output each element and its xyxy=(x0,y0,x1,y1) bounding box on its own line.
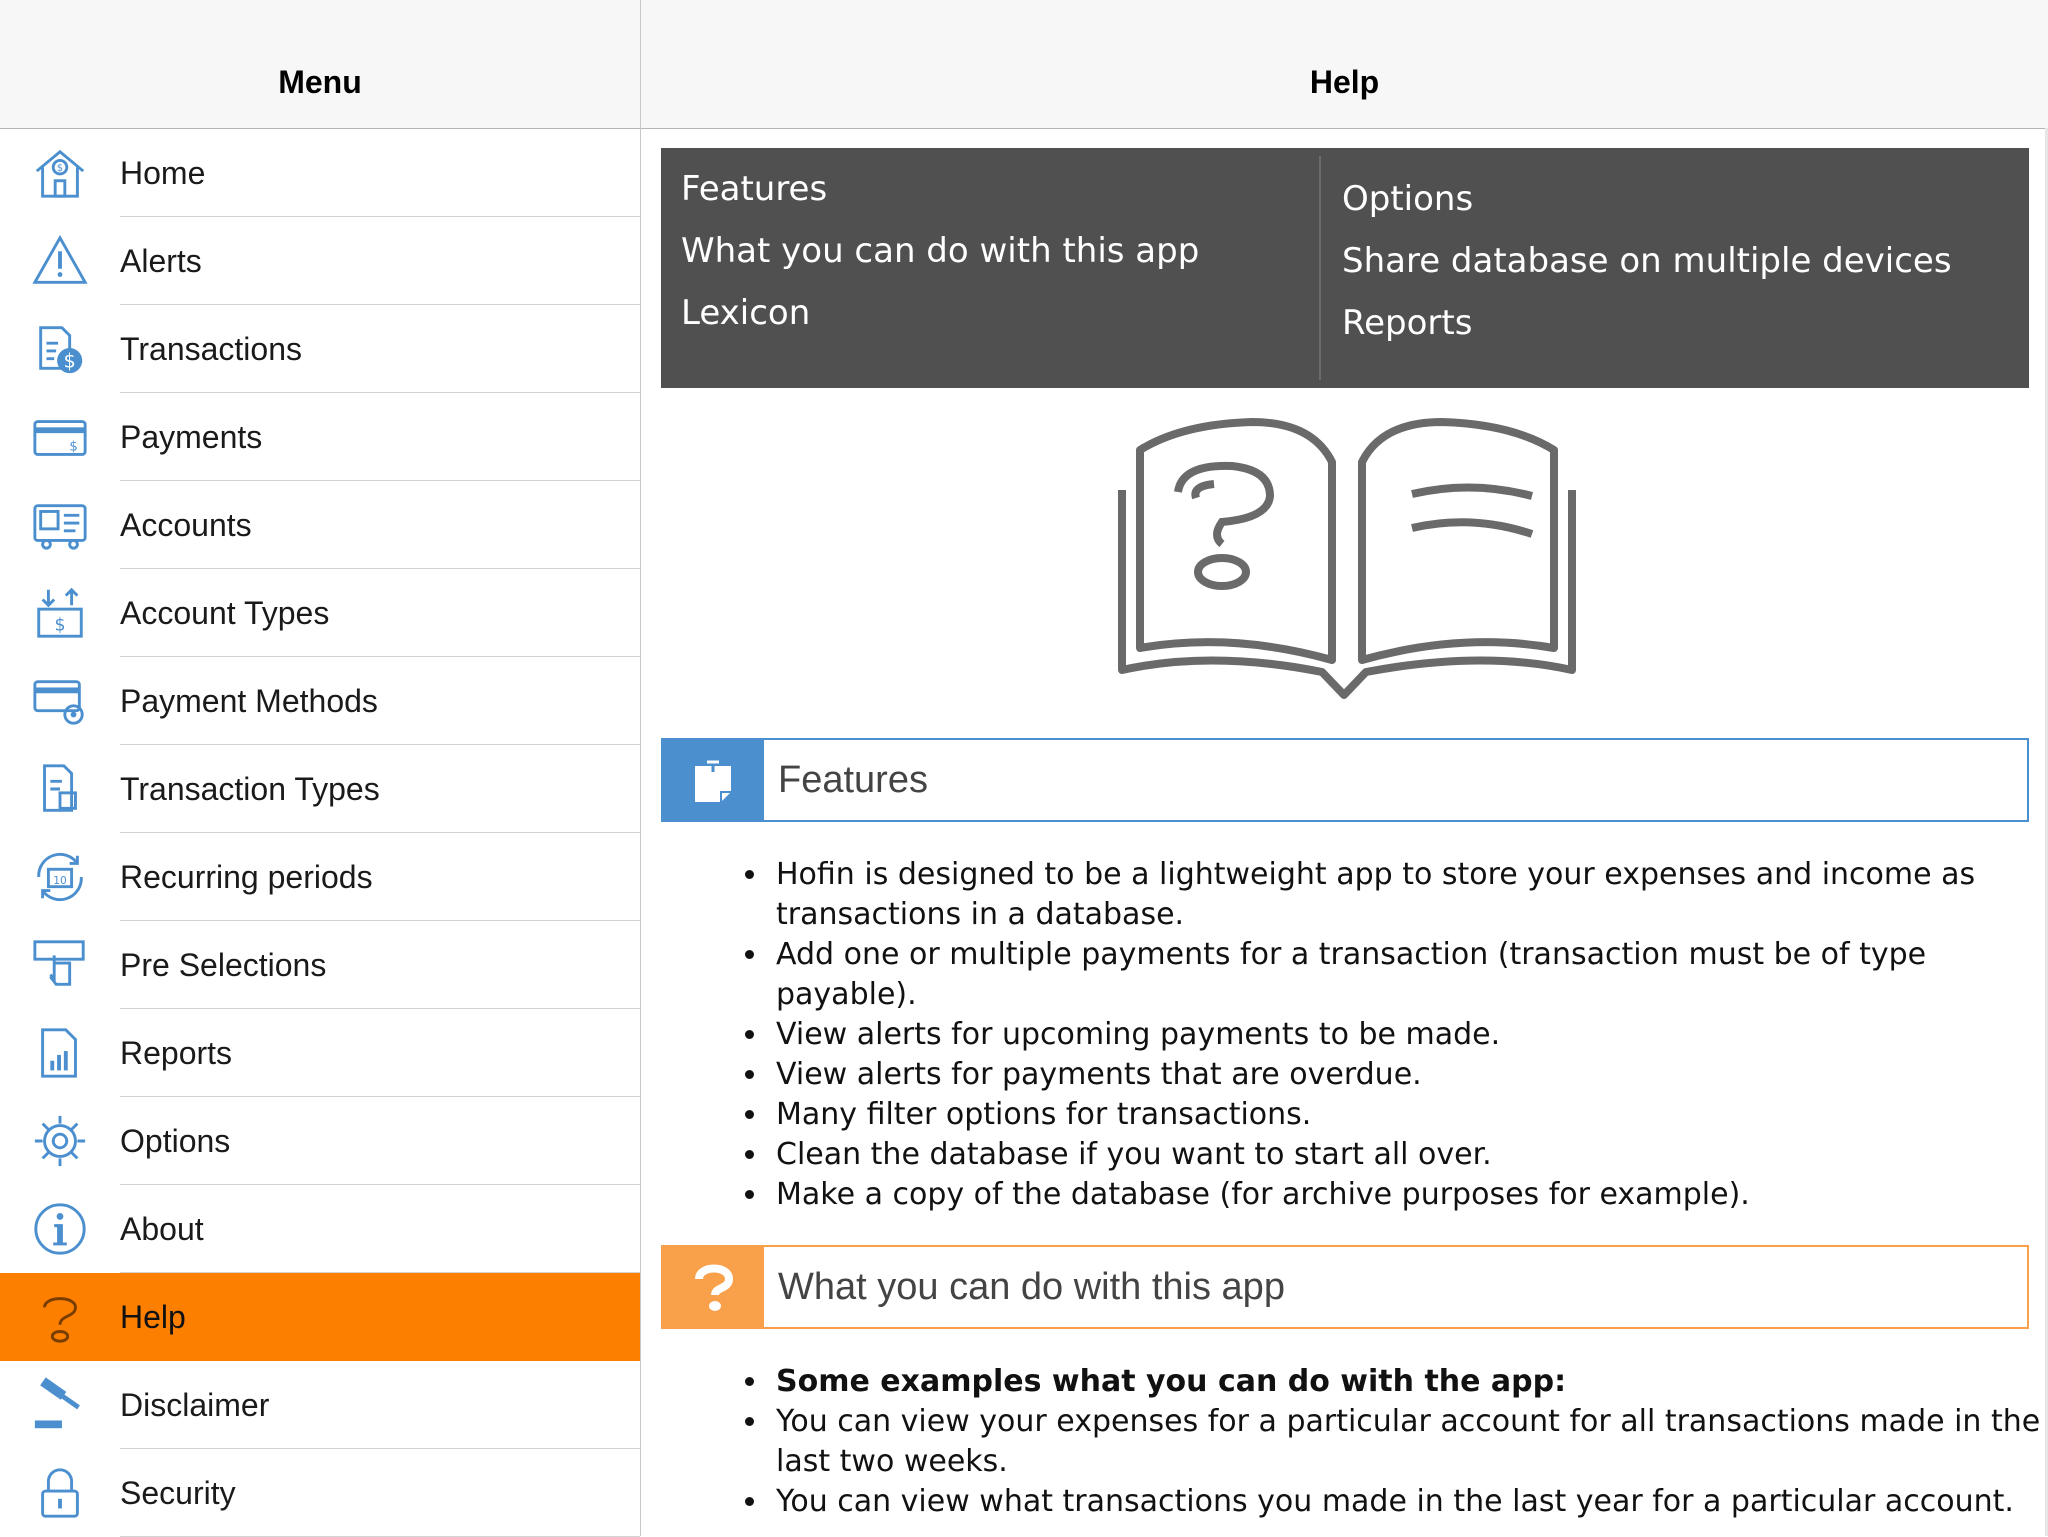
toc-link-what-you-can-do[interactable]: What you can do with this app xyxy=(681,231,1200,271)
menu-item-home[interactable] xyxy=(0,129,640,217)
note-icon xyxy=(661,738,764,822)
help-table-of-contents xyxy=(661,148,2029,388)
question-mark-icon xyxy=(661,1245,764,1329)
svg-text:$: $ xyxy=(63,349,76,373)
menu-item-label: Security xyxy=(120,1474,236,1511)
menu-item-label: Transaction Types xyxy=(120,770,380,807)
menu-item-payment-methods[interactable] xyxy=(0,657,640,745)
menu-item-transaction-types[interactable] xyxy=(0,745,640,833)
menu-item-label: Recurring periods xyxy=(120,858,373,895)
menu-item-account-types[interactable] xyxy=(0,569,640,657)
recurring-icon xyxy=(0,833,120,921)
reports-icon xyxy=(0,1009,120,1097)
list-item: • View alerts for payments that are overdue. xyxy=(770,1055,2048,1095)
svg-text:$: $ xyxy=(54,615,66,636)
menu-item-label: Account Types xyxy=(120,594,330,631)
menu-item-label: Home xyxy=(120,154,206,191)
accounts-icon xyxy=(0,481,120,569)
menu-item-security[interactable] xyxy=(0,1449,640,1537)
menu-item-label: Pre Selections xyxy=(120,946,327,983)
svg-text:$: $ xyxy=(56,163,64,175)
menu-item-label: Disclaimer xyxy=(120,1386,270,1423)
info-icon xyxy=(0,1185,120,1273)
list-item: • Some examples what you can do with the app: xyxy=(770,1362,2048,1402)
transaction-types-icon xyxy=(0,745,120,833)
list-item: • Hofin is designed to be a lightweight app to store your expenses and income as transactions in a database. xyxy=(770,855,2048,935)
menu-item-transactions[interactable] xyxy=(0,305,640,393)
menu-item-label: Payment Methods xyxy=(120,682,378,719)
menu-item-label: Transactions xyxy=(120,330,302,367)
what-you-can-do-list xyxy=(730,1362,2048,1522)
menu-item-reports[interactable] xyxy=(0,1009,640,1097)
toc-divider xyxy=(1319,156,1321,380)
toc-link-share-database[interactable]: Share database on multiple devices xyxy=(1342,241,1952,281)
svg-text:$: $ xyxy=(69,438,78,455)
menu-item-label: Accounts xyxy=(120,506,252,543)
gear-icon xyxy=(0,1097,120,1185)
menu-item-payments[interactable] xyxy=(0,393,640,481)
features-section-title: Features xyxy=(778,758,928,801)
gavel-icon xyxy=(0,1361,120,1449)
detail-header xyxy=(641,0,2048,129)
list-item: • View alerts for upcoming payments to be made. xyxy=(770,1015,2048,1055)
toc-link-lexicon[interactable]: Lexicon xyxy=(681,293,811,333)
menu-item-alerts[interactable] xyxy=(0,217,640,305)
menu-item-about[interactable] xyxy=(0,1185,640,1273)
menu-item-label: Payments xyxy=(120,418,263,455)
menu-list xyxy=(0,129,640,1537)
menu-item-disclaimer[interactable] xyxy=(0,1361,640,1449)
lock-icon xyxy=(0,1449,120,1537)
pre-selections-icon xyxy=(0,921,120,1009)
help-book-icon xyxy=(1092,410,1602,700)
what-you-can-do-section-header xyxy=(661,1245,2029,1329)
svg-text:10: 10 xyxy=(53,873,67,887)
features-section-header xyxy=(661,738,2029,822)
menu-item-label: About xyxy=(120,1210,204,1247)
help-icon xyxy=(0,1273,120,1361)
menu-item-label: Reports xyxy=(120,1034,233,1071)
transactions-icon xyxy=(0,305,120,393)
payment-methods-icon xyxy=(0,657,120,745)
toc-link-features[interactable]: Features xyxy=(681,169,828,209)
what-you-can-do-section-title: What you can do with this app xyxy=(778,1265,1285,1308)
toc-column-1 xyxy=(681,158,1199,344)
menu-item-help[interactable] xyxy=(0,1273,640,1361)
menu-header xyxy=(0,0,640,129)
menu-item-recurring-periods[interactable] xyxy=(0,833,640,921)
list-item: • Add one or multiple payments for a transaction (transaction must be of type payable). xyxy=(770,935,2048,1015)
menu-item-options[interactable] xyxy=(0,1097,640,1185)
list-item: • Make a copy of the database (for archive purposes for example). xyxy=(770,1175,2048,1215)
toc-link-reports[interactable]: Reports xyxy=(1342,303,1473,343)
menu-item-pre-selections[interactable] xyxy=(0,921,640,1009)
list-item: • Many filter options for transactions. xyxy=(770,1095,2048,1135)
alert-icon xyxy=(0,217,120,305)
list-item: • Clean the database if you want to start all over. xyxy=(770,1135,2048,1175)
toc-column-2 xyxy=(1342,168,1952,354)
menu-item-accounts[interactable] xyxy=(0,481,640,569)
account-types-icon xyxy=(0,569,120,657)
list-item: • You can view what transactions you made in the last year for a particular account. xyxy=(770,1482,2048,1522)
menu-panel xyxy=(0,0,641,1536)
payment-card-icon xyxy=(0,393,120,481)
features-list xyxy=(730,855,2048,1215)
menu-item-label: Options xyxy=(120,1122,231,1159)
list-item: • You can view your expenses for a particular account for all transactions made in the last two weeks. xyxy=(770,1402,2048,1482)
toc-link-options[interactable]: Options xyxy=(1342,179,1474,219)
menu-item-label: Help xyxy=(120,1298,186,1335)
menu-title: Menu xyxy=(278,64,362,100)
detail-title: Help xyxy=(1309,64,1380,100)
menu-item-label: Alerts xyxy=(120,242,202,279)
home-icon xyxy=(0,129,120,217)
